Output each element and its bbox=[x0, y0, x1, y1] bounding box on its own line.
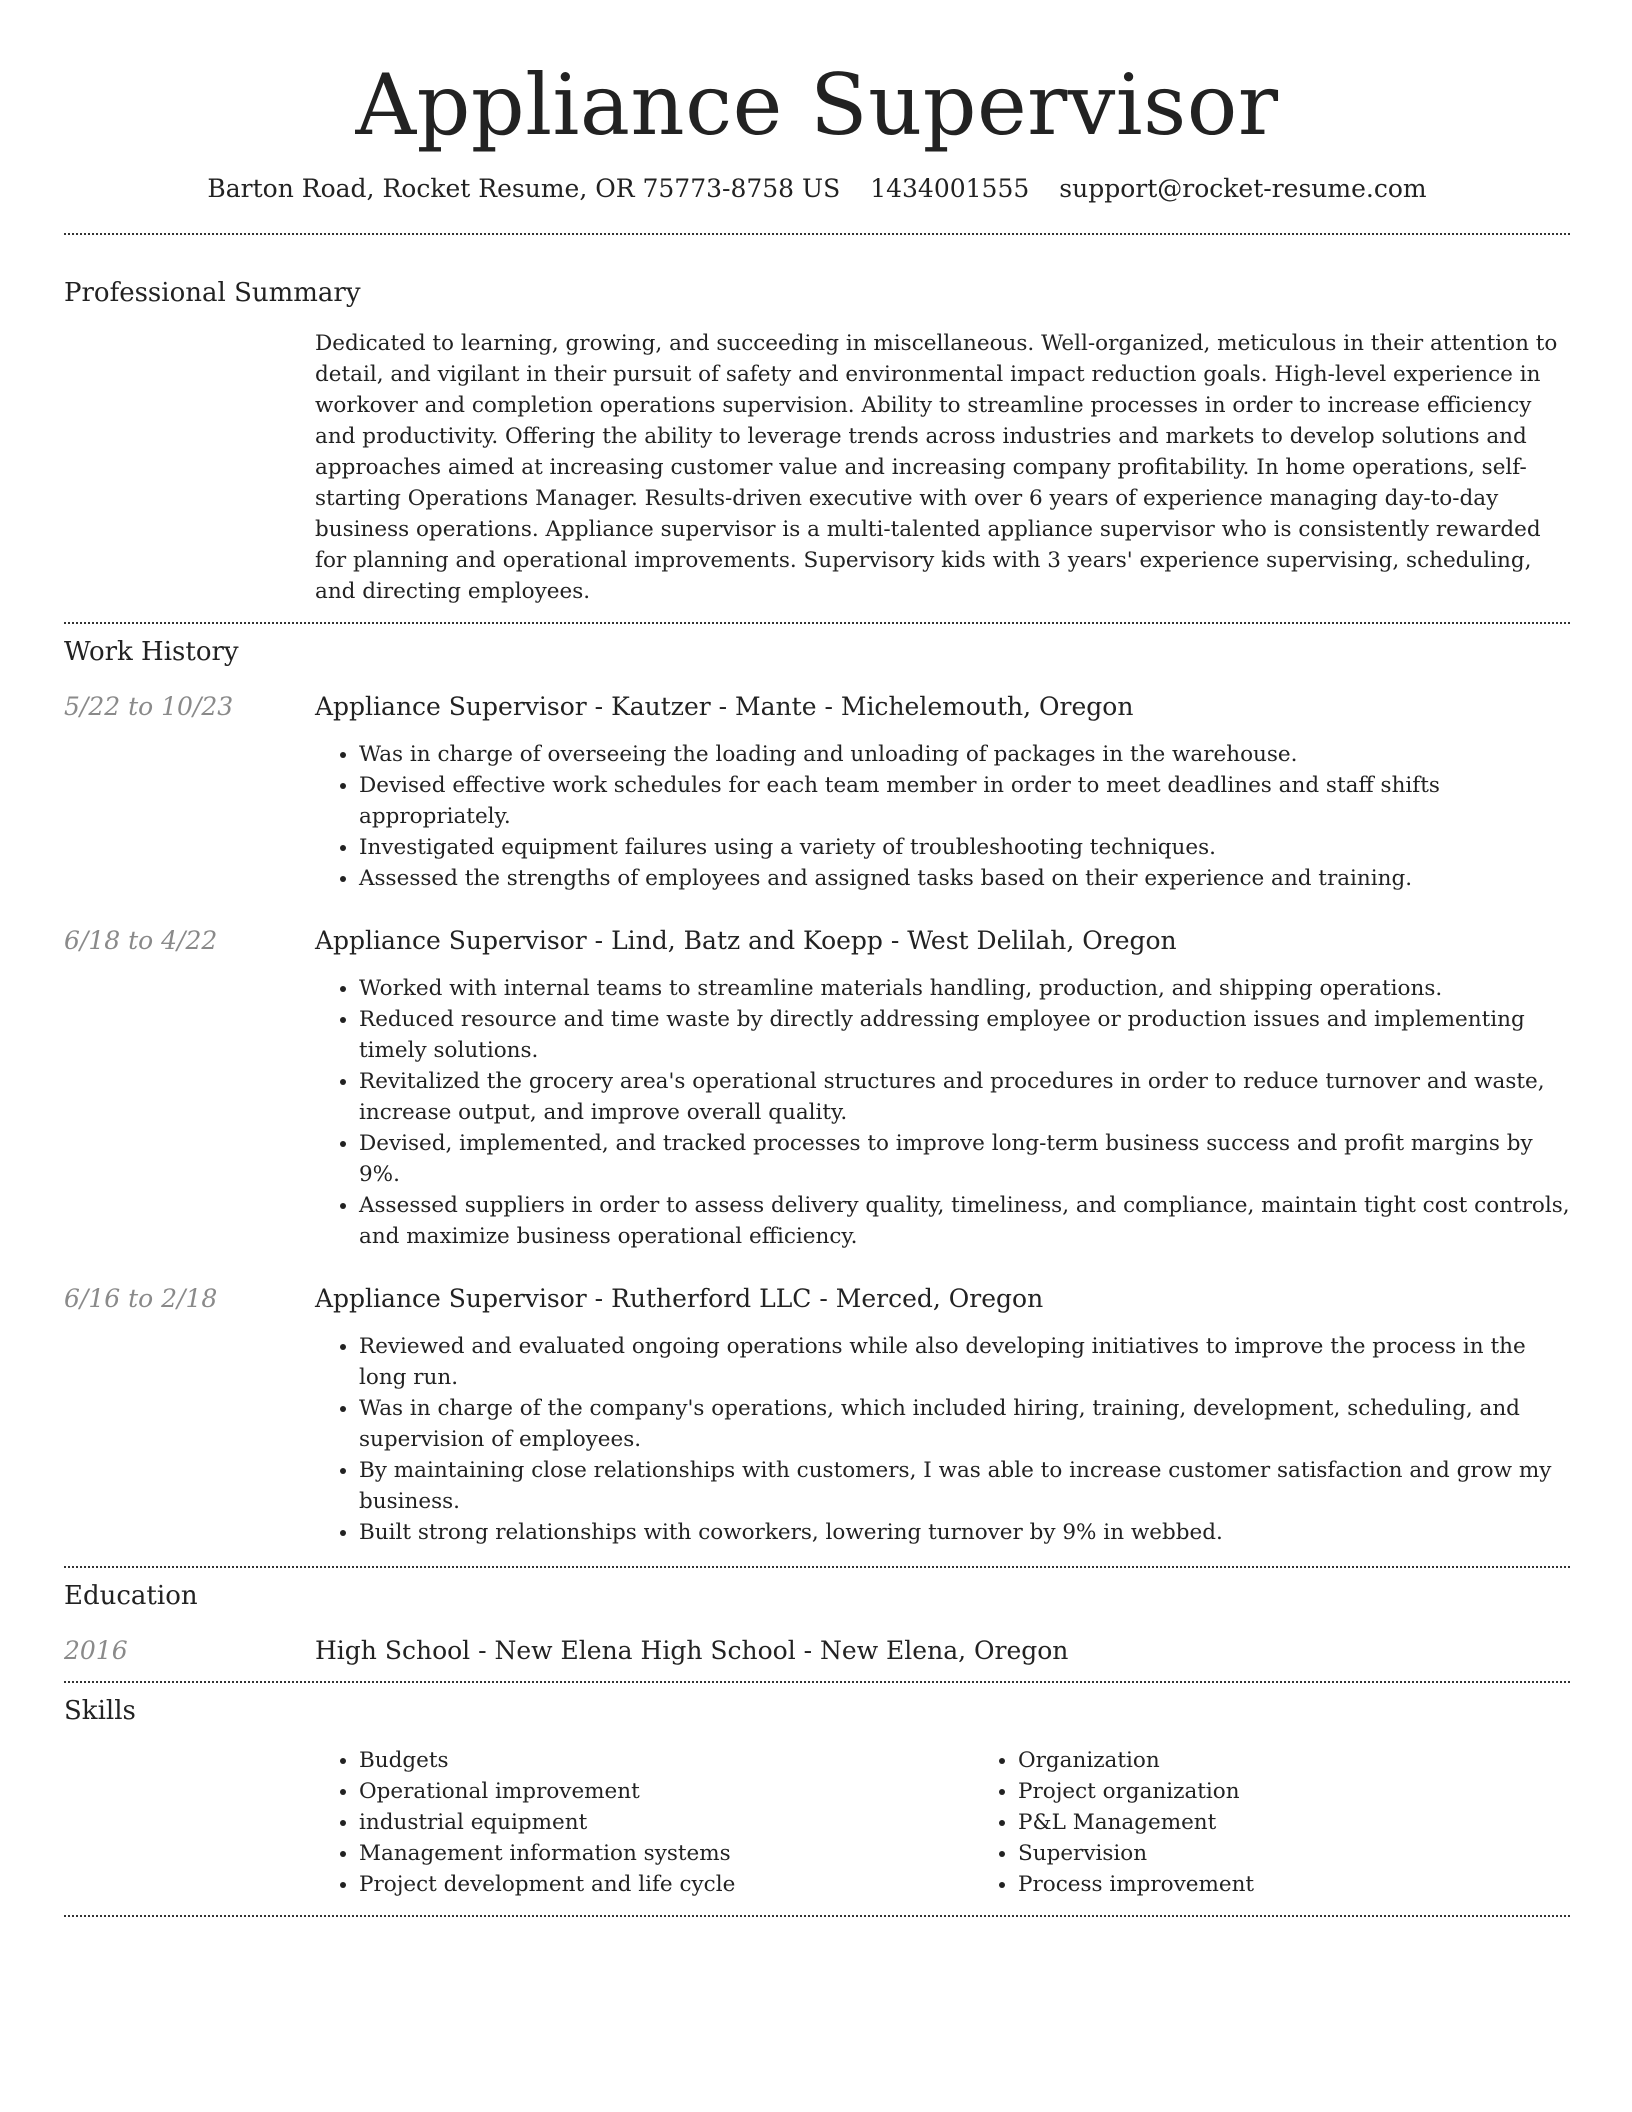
divider bbox=[64, 1566, 1570, 1568]
list-item: • Supervision bbox=[1018, 1838, 1632, 1869]
divider bbox=[64, 622, 1570, 624]
list-item: • By maintaining close relationships with customers, I was able to increase customer satisfaction and grow my business. bbox=[359, 1455, 1570, 1517]
contact-phone: 1434001555 bbox=[870, 174, 1030, 203]
list-item: • Revitalized the grocery area's operational structures and procedures in order to reduce turnover and waste, increase output, and improve overall quality. bbox=[359, 1066, 1570, 1128]
contact-email: support@rocket-resume.com bbox=[1059, 174, 1427, 203]
job-details bbox=[315, 924, 1570, 1252]
list-item: • Was in charge of the company's operations, which included hiring, training, development, scheduling, and supervision of employees. bbox=[359, 1393, 1570, 1455]
list-item: • Management information systems bbox=[359, 1838, 974, 1869]
summary-text: Dedicated to learning, growing, and succeeding in miscellaneous. Well-organized, meticulous in their attention to detail, and vigilant in their pursuit of safety and environmental impact reduction goals. High-level experience in workover and completion operations supervision. Ability to streamline processes in order to increase efficiency and productivity. Offering the ability to leverage trends across industries and markets to develop solutions and approaches aimed at increasing customer value and increasing company profitability. In home operations, self-starting Operations Manager. Results-driven executive with over 6 years of experience managing day-to-day business operations. Appliance supervisor is a multi-talented appliance supervisor who is consistently rewarded for planning and operational improvements. Supervisory kids with 3 years' experience supervising, scheduling, and directing employees. bbox=[315, 331, 1558, 604]
summary-row bbox=[64, 328, 1570, 607]
job-bullets bbox=[315, 739, 1570, 894]
list-item: • Devised, implemented, and tracked processes to improve long-term business success and profit margins by 9%. bbox=[359, 1128, 1570, 1190]
list-item: • industrial equipment bbox=[359, 1807, 974, 1838]
skills-row bbox=[64, 1745, 1570, 1900]
job-details bbox=[315, 1282, 1570, 1548]
summary-spacer bbox=[64, 328, 315, 607]
job-title: Appliance Supervisor - Rutherford LLC - Merced, Oregon bbox=[315, 1284, 1044, 1313]
divider bbox=[64, 1681, 1570, 1683]
job-entry bbox=[64, 1282, 1570, 1548]
list-item: • Devised effective work schedules for each team member in order to meet deadlines and staff shifts appropriately. bbox=[359, 770, 1570, 832]
job-title: Appliance Supervisor - Lind, Batz and Koepp - West Delilah, Oregon bbox=[315, 926, 1177, 955]
list-item: • Investigated equipment failures using a variety of troubleshooting techniques. bbox=[359, 832, 1570, 863]
section-title-summary: Professional Summary bbox=[64, 278, 361, 308]
job-dates: 6/16 to 2/18 bbox=[64, 1284, 218, 1313]
section-title-education: Education bbox=[64, 1581, 198, 1611]
job-entry bbox=[64, 924, 1570, 1252]
resume-name: Appliance Supervisor bbox=[355, 56, 1279, 154]
list-item: • P&L Management bbox=[1018, 1807, 1632, 1838]
education-title: High School - New Elena High School - New Elena, Oregon bbox=[315, 1636, 1069, 1665]
list-item: • Worked with internal teams to streamline materials handling, production, and shipping operations. bbox=[359, 973, 1570, 1004]
contact-address: Barton Road, Rocket Resume, OR 75773-8758 US bbox=[207, 174, 841, 203]
list-item: • Reviewed and evaluated ongoing operations while also developing initiatives to improve the process in the long run. bbox=[359, 1331, 1570, 1393]
job-bullets bbox=[315, 973, 1570, 1252]
resume-page bbox=[64, 0, 1570, 1917]
list-item: • Project development and life cycle bbox=[359, 1869, 974, 1900]
section-title-skills: Skills bbox=[64, 1696, 136, 1726]
list-item: • Process improvement bbox=[1018, 1869, 1632, 1900]
list-item: • Built strong relationships with coworkers, lowering turnover by 9% in webbed. bbox=[359, 1517, 1570, 1548]
contact-info bbox=[64, 172, 1570, 206]
job-dates: 6/18 to 4/22 bbox=[64, 926, 218, 955]
section-title-work-history: Work History bbox=[64, 637, 239, 667]
job-bullets bbox=[315, 1331, 1570, 1548]
summary-content bbox=[315, 328, 1570, 607]
job-entry bbox=[64, 690, 1570, 894]
education-year: 2016 bbox=[64, 1636, 128, 1665]
list-item: • Assessed suppliers in order to assess delivery quality, timeliness, and compliance, maintain tight cost controls, and maximize business operational efficiency. bbox=[359, 1190, 1570, 1252]
job-dates: 5/22 to 10/23 bbox=[64, 692, 234, 721]
skills-column-right bbox=[974, 1745, 1632, 1900]
list-item: • Project organization bbox=[1018, 1776, 1632, 1807]
skills-column-left bbox=[315, 1745, 974, 1900]
list-item: • Organization bbox=[1018, 1745, 1632, 1776]
education-entry bbox=[64, 1634, 1570, 1668]
job-details bbox=[315, 690, 1570, 894]
education-details bbox=[315, 1634, 1570, 1668]
list-item: • Budgets bbox=[359, 1745, 974, 1776]
divider bbox=[64, 1915, 1570, 1917]
list-item: • Reduced resource and time waste by directly addressing employee or production issues and implementing timely solutions. bbox=[359, 1004, 1570, 1066]
skills-list bbox=[315, 1745, 1570, 1900]
skills-spacer bbox=[64, 1745, 315, 1900]
list-item: • Was in charge of overseeing the loading and unloading of packages in the warehouse. bbox=[359, 739, 1570, 770]
list-item: • Operational improvement bbox=[359, 1776, 974, 1807]
list-item: • Assessed the strengths of employees and assigned tasks based on their experience and training. bbox=[359, 863, 1570, 894]
job-title: Appliance Supervisor - Kautzer - Mante - Michelemouth, Oregon bbox=[315, 692, 1134, 721]
divider bbox=[64, 233, 1570, 235]
